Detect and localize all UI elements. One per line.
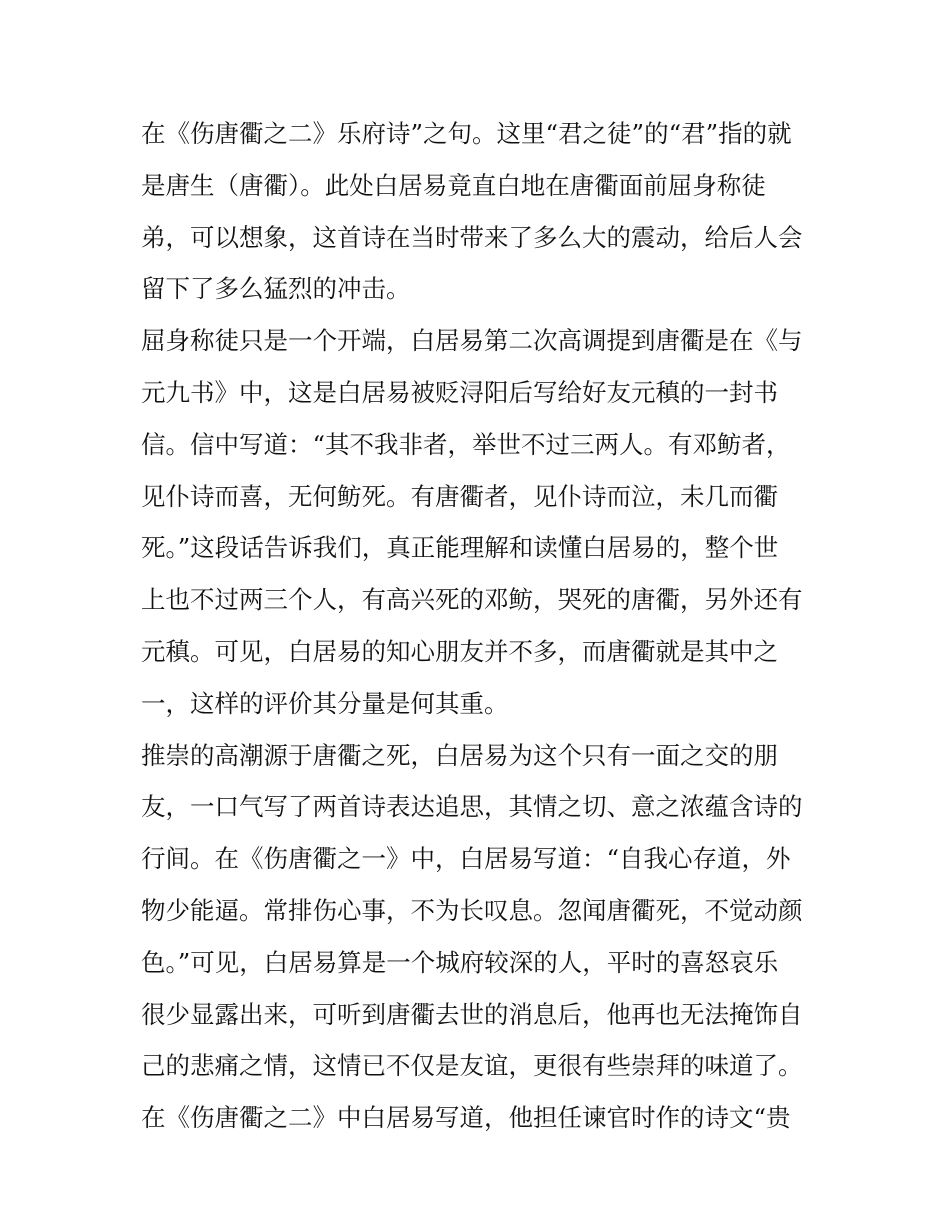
text-line-11: 元稹。可见，白居易的知心朋友并不多，而唐衢就是其中之 (141, 636, 778, 666)
text-line-13: 推崇的高潮源于唐衢之死，白居易为这个只有一面之交的朋 (141, 740, 778, 770)
text-line-3: 弟，可以想象，这首诗在当时带来了多么大的震动，给后人会 (141, 222, 803, 252)
text-line-17: 色。”可见，白居易算是一个城府较深的人，平时的喜怒哀乐 (141, 947, 779, 977)
text-line-6: 元九书》中，这是白居易被贬浔阳后写给好友元稹的一封书 (141, 377, 778, 407)
body-text (141, 108, 821, 1144)
text-line-16: 物少能逼。常排伤心事，不为长叹息。忽闻唐衢死，不觉动颜 (141, 895, 803, 925)
text-line-19: 己的悲痛之情，这情已不仅是友谊，更很有些崇拜的味道了。 (141, 1051, 803, 1081)
text-line-2: 是唐生（唐衢）。此处白居易竟直白地在唐衢面前屈身称徒 (141, 170, 766, 200)
text-line-18: 很少显露出来，可听到唐衢去世的消息后，他再也无法掩饰自 (141, 999, 803, 1029)
text-line-7: 信。信中写道：“其不我非者，举世不过三两人。有邓鲂者， (141, 429, 791, 459)
text-line-12: 一，这样的评价其分量是何其重。 (141, 688, 509, 718)
text-line-14: 友，一口气写了两首诗表达追思，其情之切、意之浓蕴含诗的 (141, 792, 803, 822)
text-line-9: 死。”这段话告诉我们，真正能理解和读懂白居易的，整个世 (141, 533, 779, 563)
text-line-1: 在《伤唐衢之二》乐府诗”之句。这里“君之徒”的“君”指的就 (141, 119, 792, 148)
text-line-4: 留下了多么猛烈的冲击。 (141, 274, 411, 304)
text-line-5: 屈身称徒只是一个开端，白居易第二次高调提到唐衢是在《与 (141, 326, 803, 356)
text-line-15: 行间。在《伤唐衢之一》中，白居易写道：“自我心存道，外 (141, 844, 791, 874)
text-line-8: 见仆诗而喜，无何鲂死。有唐衢者，见仆诗而泣，未几而衢 (141, 481, 778, 511)
text-line-20: 在《伤唐衢之二》中白居易写道，他担任谏官时作的诗文“贵 (141, 1103, 791, 1133)
text-line-10: 上也不过两三个人，有高兴死的邓鲂，哭死的唐衢，另外还有 (141, 585, 803, 615)
